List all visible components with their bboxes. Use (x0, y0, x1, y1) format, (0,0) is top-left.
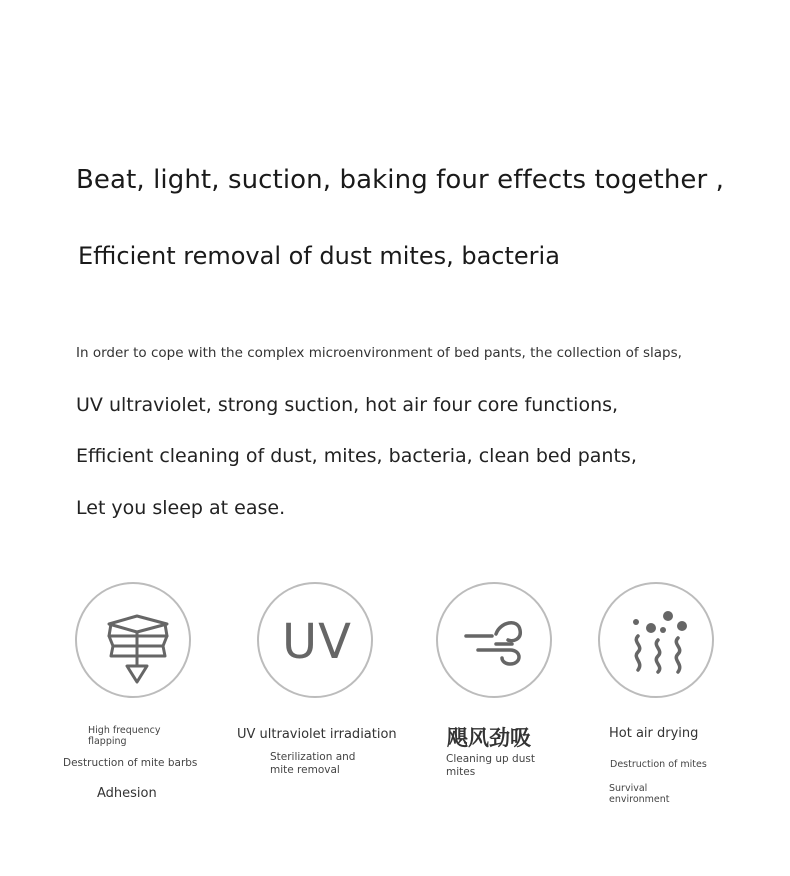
intro-line-2: UV ultraviolet, strong suction, hot air four core functions, (76, 394, 619, 416)
wind-icon (438, 584, 554, 700)
feature-beat-note-1: High frequency (88, 725, 161, 736)
feature-hot-air-sub2-1: Survival (609, 783, 648, 794)
feature-circle-beat (75, 582, 191, 698)
feature-uv-sub-2: mite removal (270, 764, 340, 776)
headline: Beat, light, suction, baking four effects together , (76, 165, 725, 195)
feature-hot-air-sub: Destruction of mites (610, 759, 707, 770)
feature-beat-sub: Adhesion (97, 786, 157, 801)
feature-circle-suction (436, 582, 552, 698)
feature-uv-sub-1: Sterilization and (270, 751, 356, 763)
feature-circle-hot-air (598, 582, 714, 698)
feature-circle-uv (257, 582, 373, 698)
feature-hot-air-label: Hot air drying (609, 726, 699, 741)
uv-icon: UV (282, 614, 352, 670)
feature-beat-label: Destruction of mite barbs (63, 757, 198, 769)
feature-suction-sub-2: mites (446, 766, 476, 778)
feature-suction-sub-1: Cleaning up dust (446, 753, 535, 765)
feature-suction-label: 飓风劲吸 (447, 726, 531, 750)
hot-air-icon (600, 584, 716, 700)
intro-line-3: Efficient cleaning of dust, mites, bacteria, clean bed pants, (76, 445, 637, 467)
subheadline: Efficient removal of dust mites, bacteria (78, 242, 560, 270)
feature-hot-air-sub2-2: environment (609, 794, 670, 805)
intro-line-1: In order to cope with the complex microenvironment of bed pants, the collection of slaps, (76, 345, 682, 361)
intro-line-4: Let you sleep at ease. (76, 497, 286, 519)
feature-beat-note-2: flapping (88, 736, 127, 747)
feature-uv-label: UV ultraviolet irradiation (237, 727, 397, 742)
spring-beat-icon (77, 584, 193, 700)
